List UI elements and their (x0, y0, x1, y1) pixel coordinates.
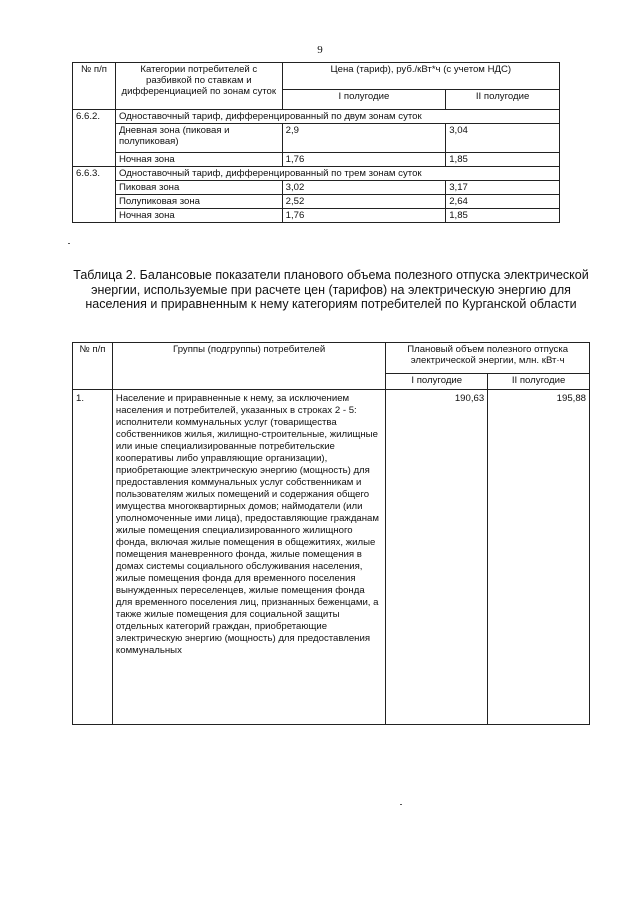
price-half1: 2,52 (282, 195, 446, 209)
page-number: 9 (317, 44, 323, 56)
row-number: 1. (73, 390, 113, 725)
zone-name: Полупиковая зона (115, 195, 282, 209)
col-header-half2: II полугодие (446, 90, 560, 110)
price-half1: 3,02 (282, 181, 446, 195)
price-half2: 2,64 (446, 195, 560, 209)
zone-name: Дневная зона (пиковая и полупиковая) (115, 124, 282, 153)
col-header-half2: II полугодие (488, 374, 590, 390)
tariff-table (72, 62, 560, 223)
col-header-half1: I полугодие (282, 90, 446, 110)
price-half2: 1,85 (446, 209, 560, 223)
table2-caption: Таблица 2. Балансовые показатели планового объема полезного отпуска электрической энергии, используемые при расчете цен (тарифов) на электрическую энергию для населения и приравненным к нему категориям потребителей по Курганской области (73, 268, 589, 311)
zone-name: Ночная зона (115, 209, 282, 223)
col-header-number: № п/п (73, 63, 116, 110)
price-half2: 1,85 (446, 153, 560, 167)
scan-dot (68, 243, 70, 244)
price-half2: 3,04 (446, 124, 560, 153)
zone-name: Ночная зона (115, 153, 282, 167)
group-title: Одноставочный тариф, дифференцированный по двум зонам суток (115, 110, 559, 124)
col-header-price: Цена (тариф), руб./кВт*ч (с учетом НДС) (282, 63, 559, 90)
col-header-groups: Группы (подгруппы) потребителей (112, 343, 385, 390)
col-header-volume: Плановый объем полезного отпуска электрической энергии, млн. кВт·ч (386, 343, 590, 374)
price-half2: 3,17 (446, 181, 560, 195)
volume-half2: 195,88 (488, 390, 590, 725)
group-number: 6.6.3. (73, 167, 116, 223)
price-half1: 1,76 (282, 153, 446, 167)
volume-half1: 190,63 (386, 390, 488, 725)
col-header-categories: Категории потребителей с разбивкой по ставкам и дифференциацией по зонам суток (115, 63, 282, 110)
col-header-number: № п/п (73, 343, 113, 390)
price-half1: 2,9 (282, 124, 446, 153)
scan-dot (400, 804, 402, 805)
group-number: 6.6.2. (73, 110, 116, 167)
price-half1: 1,76 (282, 209, 446, 223)
consumer-group-description: Население и приравненные к нему, за исключением населения и потребителей, указанных в строках 2 - 5: исполнители коммунальных услуг (товарищества собственников жилья, жилищно-строительные, жилищные или иные специализированные потребительские кооперативы либо управляющие организации), приобретающие электрическую энергию (мощность) для предоставления коммунальных услуг собственникам и пользователям жилых помещений и содержания общего имущества многоквартирных домов; наймодатели (или уполномоченные ими лица), предоставляющие гражданам жилые помещения специализированного жилищного фонда, включая жилые помещения в общежитиях, жилые помещения маневренного фонда, жилые помещения в домах системы социального обслуживания населения, жилые помещения фонда для временного поселения вынужденных переселенцев, жилые помещения фонда для временного поселения лиц, признанных беженцами, а также жилые помещения для социальной защиты отдельных категорий граждан, приобретающие электрическую энергию (мощность) для предоставления коммунальных (112, 390, 385, 725)
group-title: Одноставочный тариф, дифференцированный по трем зонам суток (115, 167, 559, 181)
volume-table (72, 342, 590, 725)
zone-name: Пиковая зона (115, 181, 282, 195)
col-header-half1: I полугодие (386, 374, 488, 390)
